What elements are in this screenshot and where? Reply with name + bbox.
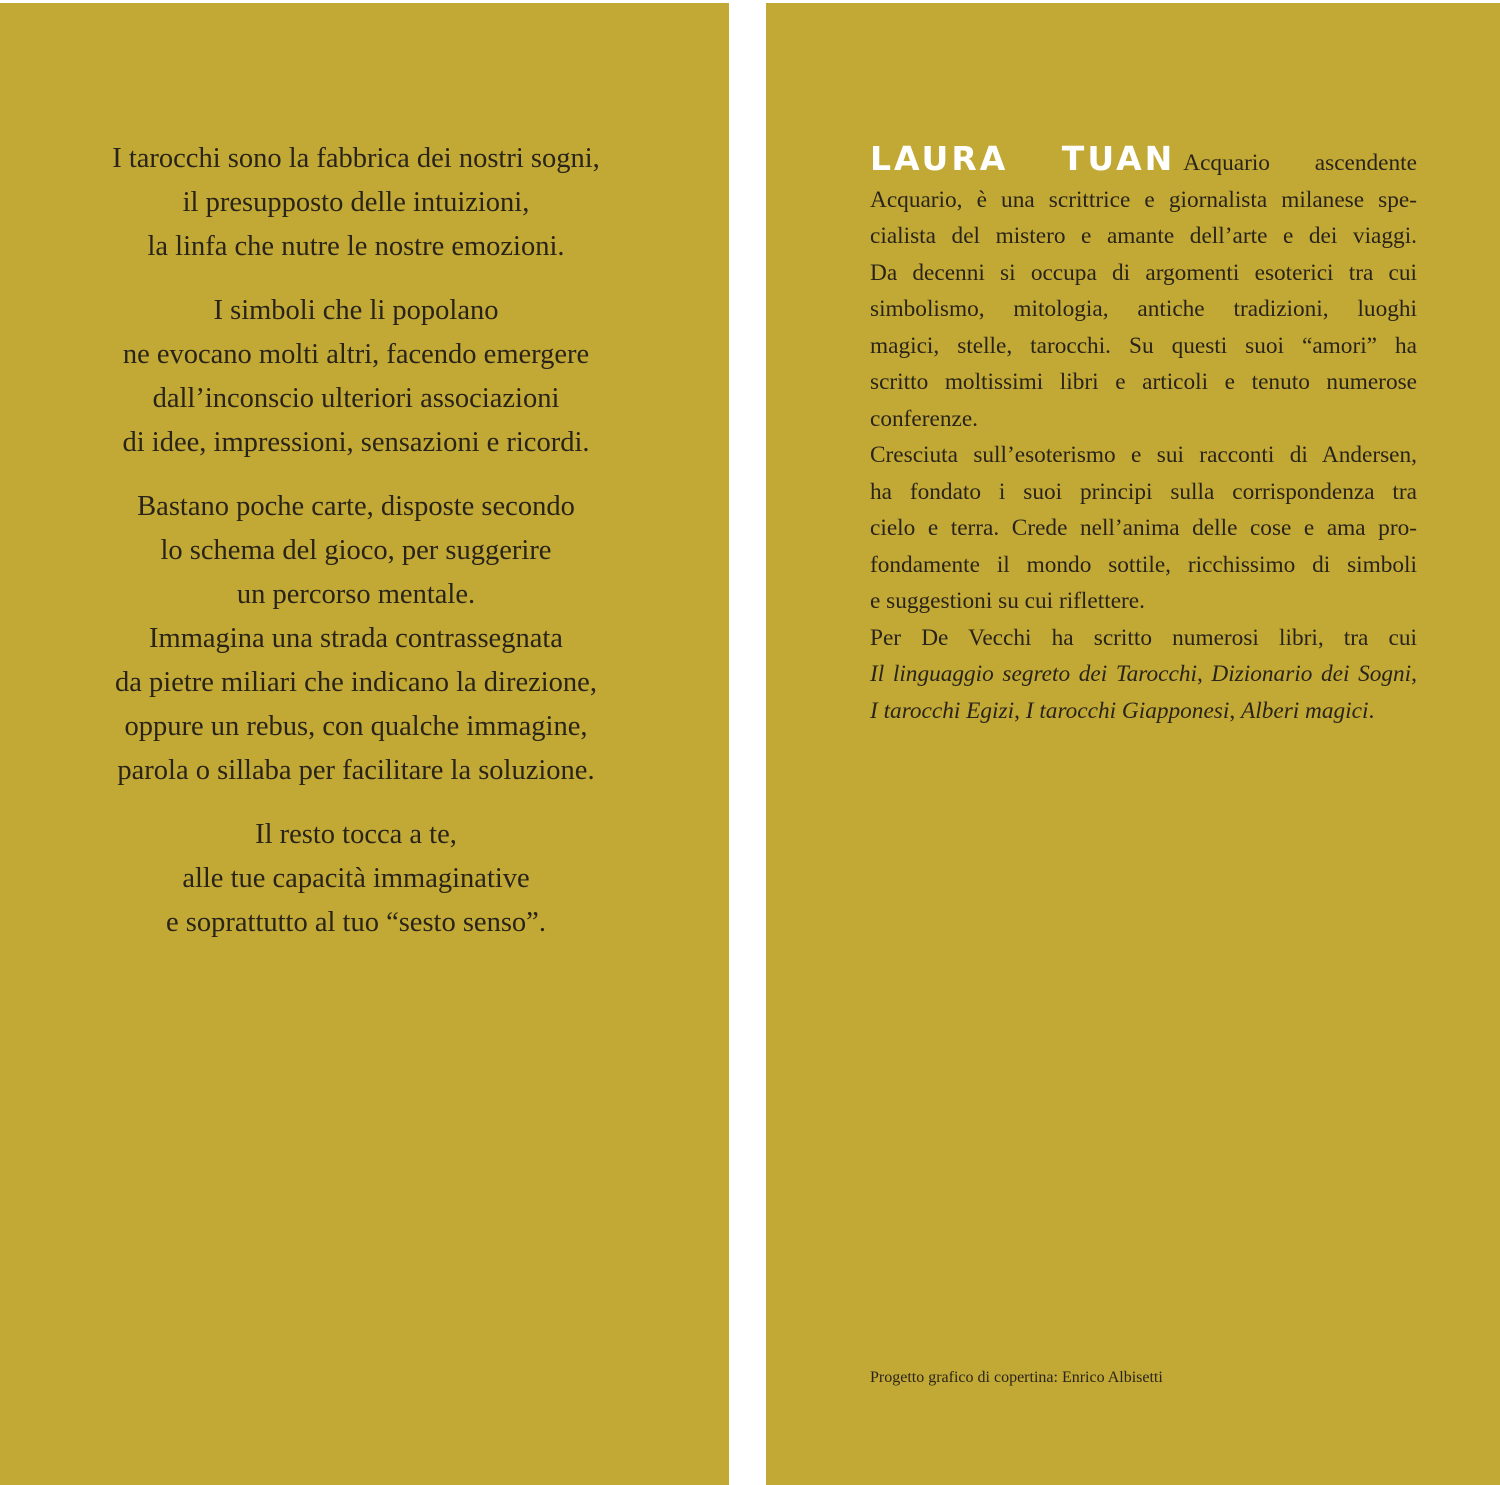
book-title: I tarocchi Egizi [870, 697, 1015, 724]
book-list-line-1: Il linguaggio segreto dei Tarocchi, Dizionario dei Sogni, [870, 661, 1417, 687]
poem-line: da pietre miliari che indicano la direzione, [115, 667, 597, 698]
poem-line: Immagina una strada contrassegnata [149, 623, 563, 654]
poem-line: Bastano poche carte, disposte secondo [137, 491, 575, 522]
book-title: Il linguaggio segreto dei Tarocchi [870, 661, 1197, 687]
bio-line: Acquario ascendente [1183, 150, 1417, 176]
bio-line: Acquario, è una scrittrice e giornalista milanese spe- [870, 186, 1417, 213]
poem-stanza-4 [0, 813, 712, 945]
bio-line: Per De Vecchi ha scritto numerosi libri, tra cui [870, 624, 1417, 651]
author-name: LAURA TUAN [870, 139, 1176, 178]
poem-line: dall’inconscio ulteriori associazioni [152, 383, 560, 414]
poem-line: oppure un rebus, con qualche immagine, [124, 711, 588, 742]
poem-text [0, 137, 712, 965]
poem-stanza-3 [0, 485, 712, 793]
poem-line: lo schema del gioco, per suggerire [160, 535, 552, 566]
cover-design-credit: Progetto grafico di copertina: Enrico Albisetti [870, 1369, 1163, 1386]
poem-line: il presupposto delle intuizioni, [182, 187, 530, 218]
bio-line: magici, stelle, tarocchi. Su questi suoi “amori” ha [870, 332, 1417, 359]
poem-line: ne evocano molti altri, facendo emergere [122, 339, 590, 370]
back-cover-right-panel [766, 3, 1500, 1485]
bio-line: ha fondato i suoi principi sulla corrispondenza tra [870, 478, 1417, 505]
poem-line: alle tue capacità immaginative [182, 863, 530, 894]
bio-line: fondamente il mondo sottile, ricchissimo di simboli [870, 551, 1417, 578]
poem-line: I tarocchi sono la fabbrica dei nostri sogni, [112, 143, 600, 174]
bio-line: scritto moltissimi libri e articoli e tenuto numerose [870, 369, 1417, 395]
book-list-line-2: I tarocchi Egizi, I tarocchi Giapponesi, Alberi magici. [870, 697, 1375, 724]
poem-stanza-2 [0, 289, 712, 465]
book-title: Alberi magici [1241, 697, 1369, 724]
bio-line: Da decenni si occupa di argomenti esoterici tra cui [870, 259, 1417, 286]
poem-line: e soprattutto al tuo “sesto senso”. [166, 907, 546, 938]
bio-line: cialista del mistero e amante dell’arte e dei viaggi. [870, 223, 1417, 249]
back-cover-left-panel [0, 3, 729, 1485]
poem-line: di idee, impressioni, sensazioni e ricordi. [122, 427, 590, 458]
bio-line: cielo e terra. Crede nell’anima delle cose e ama pro- [870, 515, 1417, 541]
poem-line: parola o sillaba per facilitare la soluzione. [117, 755, 595, 786]
author-bio [870, 141, 1417, 729]
poem-line: Il resto tocca a te, [255, 819, 457, 850]
poem-line: un percorso mentale. [236, 579, 476, 610]
bio-line: Cresciuta sull’esoterismo e sui racconti di Andersen, [870, 442, 1417, 468]
poem-line: la linfa che nutre le nostre emozioni. [147, 231, 565, 262]
book-title: Dizionario dei Sogni [1211, 661, 1412, 687]
poem-line: I simboli che li popolano [213, 295, 499, 326]
bio-line: e suggestioni su cui riflettere. [870, 588, 1145, 614]
book-title: I tarocchi Giapponesi [1025, 697, 1230, 724]
bio-first-line [870, 141, 1417, 182]
bio-line: simbolismo, mitologia, antiche tradizioni, luoghi [870, 296, 1417, 322]
poem-stanza-1 [0, 137, 712, 269]
bio-line: conferenze. [870, 405, 978, 432]
